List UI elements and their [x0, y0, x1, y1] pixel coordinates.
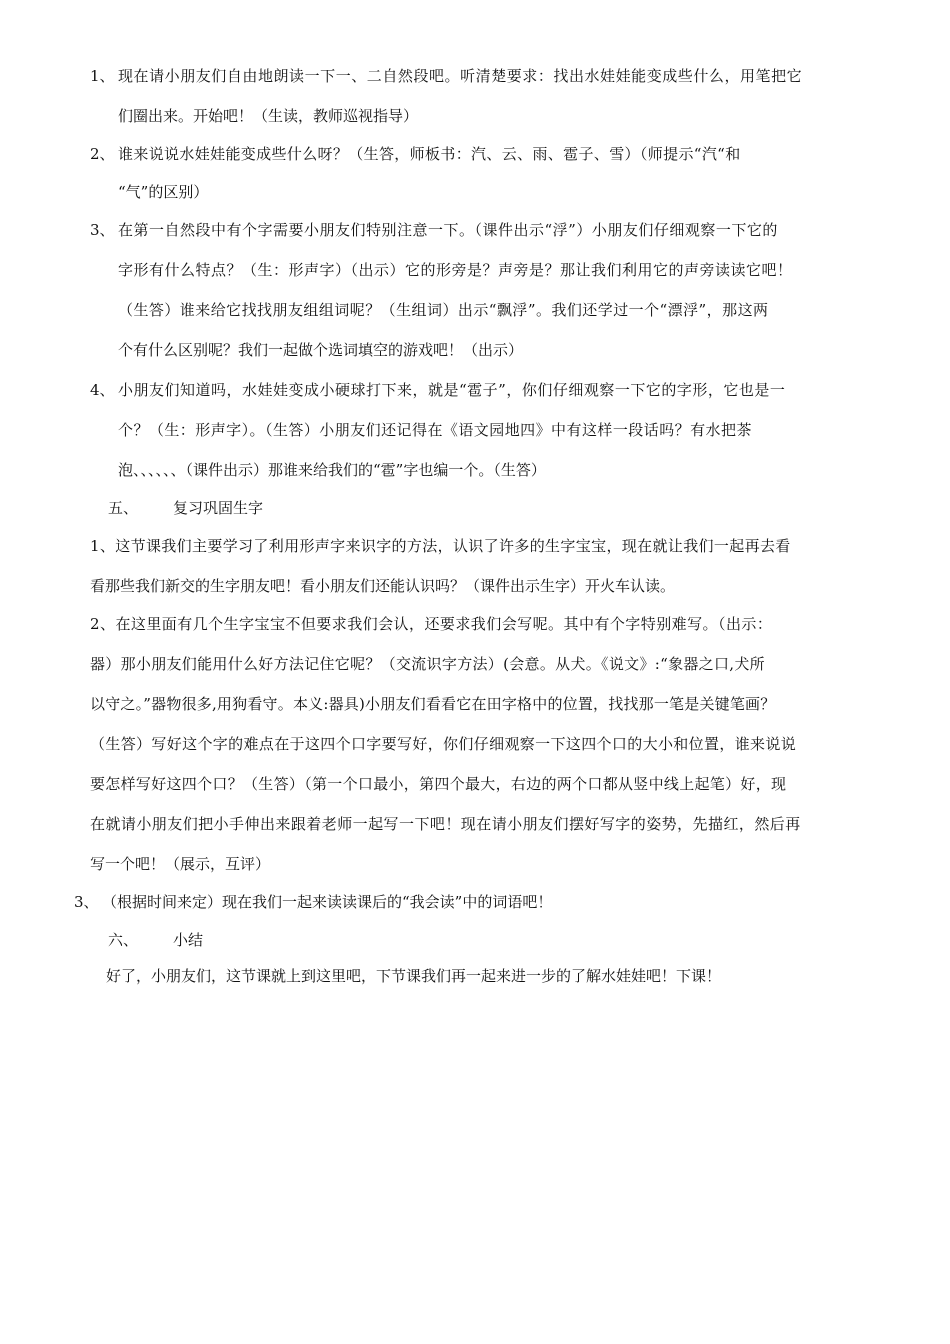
- item-text-line: 们圈出来。开始吧！（生读，教师巡视指导）: [118, 107, 419, 125]
- section-number: 六、: [108, 931, 139, 949]
- paragraph-line: 器）那小朋友们能用什么好方法记住它呢？（交流识字方法）(会意。从犬。《说文》:“象器之口,犬所: [90, 655, 765, 673]
- section-title: 小结: [173, 931, 204, 949]
- paragraph-line: （根据时间来定）现在我们一起来读读课后的“我会读”中的词语吧！: [102, 893, 553, 911]
- paragraph-line: 看那些我们新交的生字朋友吧！看小朋友们还能认识吗？（课件出示生字）开火车认读。: [90, 577, 676, 595]
- paragraph-line: 要怎样写好这四个口？（生答）（第一个口最小，第四个最大，右边的两个口都从竖中线上起笔）好，现: [90, 775, 787, 793]
- item-number: 2、: [90, 145, 115, 163]
- item-text-line: 谁来说说水娃娃能变成些什么呀？（生答，师板书：汽、云、雨、雹子、雪）（师提示“汽“和: [118, 145, 741, 163]
- section-title: 复习巩固生字: [173, 499, 264, 517]
- paragraph-line: 好了，小朋友们，这节课就上到这里吧，下节课我们再一起来进一步的了解水娃娃吧！下课！: [106, 967, 722, 985]
- item-text-line: “气”的区别）: [118, 183, 209, 201]
- section-number: 五、: [108, 499, 139, 517]
- paragraph-line: 以守之。”器物很多,用狗看守。本义:器具)小朋友们看看它在田字格中的位置，找找那一笔是关键笔画？: [90, 695, 776, 713]
- item-number: 4、: [90, 381, 115, 399]
- paragraph-line: 写一个吧！（展示，互评）: [90, 855, 271, 873]
- paragraph-line: （生答）写好这个字的难点在于这四个口字要写好，你们仔细观察一下这四个口的大小和位置，谁来说说: [90, 735, 797, 753]
- paragraph-line: 在就请小朋友们把小手伸出来跟着老师一起写一下吧！现在请小朋友们摆好写字的姿势，先描红，然后再: [90, 815, 801, 833]
- item-text-line: 个？（生：形声字）。（生答）小朋友们还记得在《语文园地四》中有这样一段话吗？有水把茶: [118, 421, 752, 439]
- item-text-line: 现在请小朋友们自由地朗读一下一、二自然段吧。听清楚要求：找出水娃娃能变成些什么，用笔把它: [118, 67, 803, 85]
- item-text-line: 在第一自然段中有个字需要小朋友们特别注意一下。（课件出示“浮”）小朋友们仔细观察一下它的: [118, 221, 778, 239]
- paragraph-line: 1、这节课我们主要学习了利用形声字来识字的方法，认识了许多的生字宝宝，现在就让我们一起再去看: [90, 537, 791, 555]
- item-text-line: 泡、、、、、、（课件出示）那谁来给我们的“雹”字也编一个。（生答）: [118, 461, 546, 479]
- item-number: 3、: [90, 221, 115, 239]
- item-text-line: 字形有什么特点？（生：形声字）（出示）它的形旁是？声旁是？那让我们利用它的声旁读读它吧！: [118, 261, 793, 279]
- item-text-line: （生答）谁来给它找找朋友组组词呢？（生组词）出示“飘浮”。我们还学过一个“漂浮”，那这两: [118, 301, 769, 319]
- paragraph-line: 2、在这里面有几个生字宝宝不但要求我们会认，还要求我们会写呢。其中有个字特别难写。（出示：: [90, 615, 773, 633]
- item-number: 3、: [74, 893, 99, 911]
- item-text-line: 小朋友们知道吗，水娃娃变成小硬球打下来，就是“雹子”，你们仔细观察一下它的字形，它也是一: [118, 381, 786, 399]
- item-number: 1、: [90, 67, 115, 85]
- item-text-line: 个有什么区别呢？我们一起做个选词填空的游戏吧！（出示）: [118, 341, 524, 359]
